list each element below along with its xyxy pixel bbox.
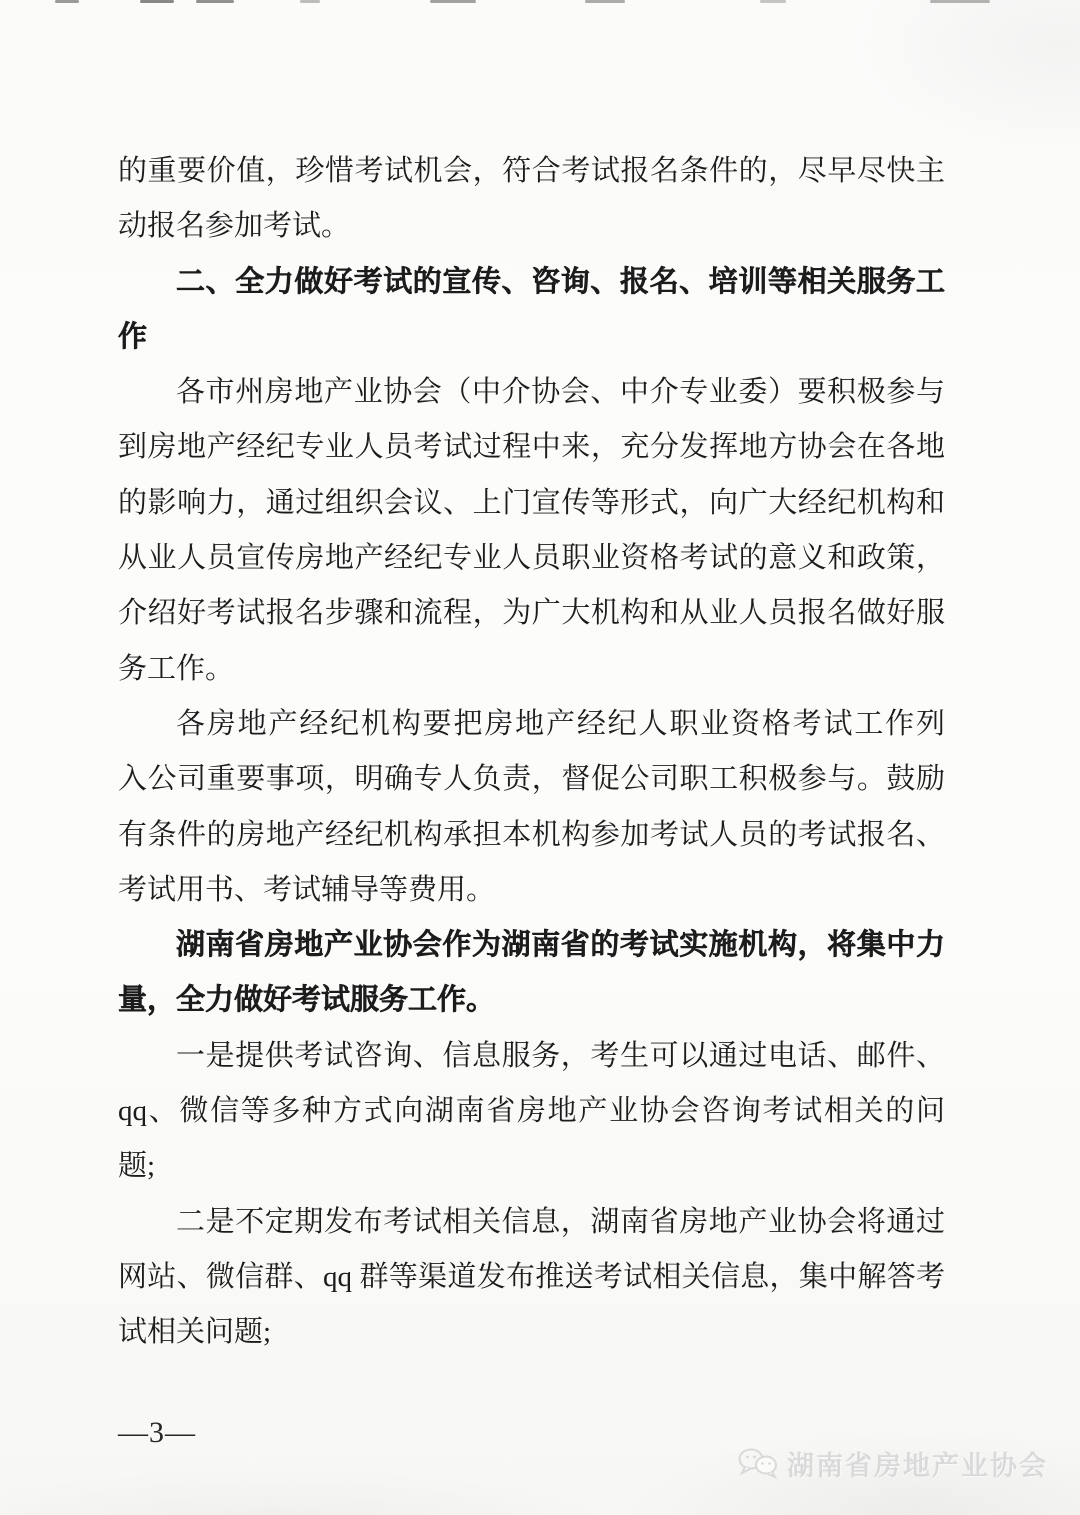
scan-mark [760,0,786,3]
scan-mark [585,0,625,3]
doc-line: 湖南省房地产业协会作为湖南省的考试实施机构，将集中力 [176,929,945,962]
doc-line: 试相关问题; [118,1316,272,1349]
doc-line: 题; [118,1150,156,1183]
doc-line: 入公司重要事项，明确专人负责，督促公司职工积极参与。鼓励 [118,763,945,796]
wechat-icon [737,1446,781,1482]
scan-mark [430,0,476,3]
association-watermark [737,1444,1048,1483]
doc-line: 网站、微信群、qq 群等渠道发布推送考试相关信息，集中解答考 [118,1260,945,1293]
doc-line: 量，全力做好考试服务工作。 [118,984,496,1017]
scan-mark [930,0,990,3]
doc-line: 的影响力，通过组织会议、上门宣传等形式，向广大经纪机构和 [118,486,945,519]
page-number: —3— [118,1416,196,1449]
doc-line: 从业人员宣传房地产经纪专业人员职业资格考试的意义和政策， [118,542,945,575]
doc-line: 各市州房地产业协会（中介协会、中介专业委）要积极参与 [176,376,945,409]
doc-line: 的重要价值，珍惜考试机会，符合考试报名条件的，尽早尽快主 [118,155,945,187]
doc-line: 有条件的房地产经纪机构承担本机构参加考试人员的考试报名、 [118,818,945,851]
doc-line: qq、微信等多种方式向湖南省房地产业协会咨询考试相关的问 [118,1095,945,1128]
doc-line: 到房地产经纪专业人员考试过程中来，充分发挥地方协会在各地 [118,431,945,464]
scan-mark [140,0,174,3]
doc-line: 务工作。 [118,652,235,685]
scan-mark [300,0,320,3]
document-body [118,144,945,1361]
doc-line: 介绍好考试报名步骤和流程，为广大机构和从业人员报名做好服 [118,597,945,630]
doc-line: 一是提供考试咨询、信息服务，考生可以通过电话、邮件、 [176,1039,945,1072]
doc-line: 考试用书、考试辅导等费用。 [118,873,496,906]
scan-mark [55,0,79,3]
doc-line: 二、全力做好考试的宣传、咨询、报名、培训等相关服务工 [176,265,945,298]
doc-line: 各房地产经纪机构要把房地产经纪人职业资格考试工作列 [176,707,945,740]
doc-line: 作 [118,320,148,353]
scan-mark [196,0,234,3]
doc-line: 二是不定期发布考试相关信息，湖南省房地产业协会将通过 [176,1205,945,1238]
doc-line: 动报名参加考试。 [118,210,351,243]
watermark-text: 湖南省房地产业协会 [787,1451,1048,1481]
